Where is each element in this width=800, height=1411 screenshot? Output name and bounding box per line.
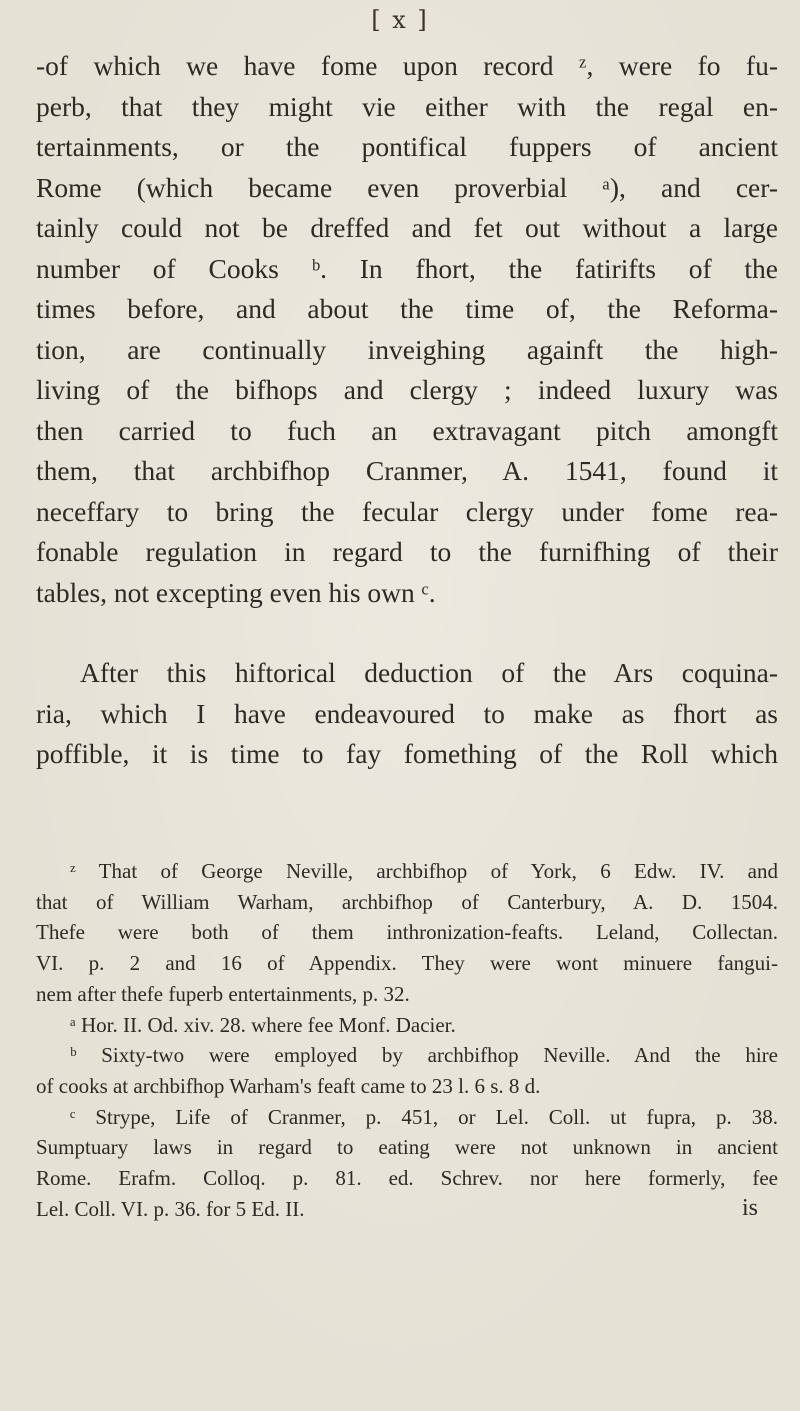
footnote-line: that of William Warham, archbifhop of Canterbury, A. D. 1504.	[36, 889, 778, 914]
footnote-line: ᵃ Hor. II. Od. xiv. 28. where fee Monf. Dacier.	[70, 1012, 456, 1037]
paragraph-2	[36, 653, 778, 775]
text-line: tainly could not be dreffed and fet out without a large	[36, 212, 778, 243]
text-line: number of Cooks ᵇ. In fhort, the fatirifts of the	[36, 252, 778, 284]
text-line: living of the bifhops and clergy ; indeed luxury was	[36, 374, 778, 405]
text-line: ria, which I have endeavoured to make as fhort as	[36, 697, 778, 729]
footnote-line: ᶜ Strype, Life of Cranmer, p. 451, or Lel. Coll. ut fupra, p. 38.	[70, 1104, 778, 1129]
text-line: tertainments, or the pontifical fuppers of ancient	[36, 131, 778, 162]
text-line: fonable regulation in regard to the furnifhing of their	[36, 536, 778, 567]
text-line: neceffary to bring the fecular clergy under fome rea-	[36, 495, 778, 527]
footnote-line: Thefe were both of them inthronization-feafts. Leland, Collectan.	[36, 920, 778, 945]
text-line: -of which we have fome upon record ᶻ, were fo fu-	[36, 50, 778, 81]
footnote-line: of cooks at archbifhop Warham's feaft came to 23 l. 6 s. 8 d.	[36, 1073, 541, 1098]
footnote-line: ᵇ Sixty-two were employed by archbifhop Neville. And the hire	[70, 1043, 778, 1068]
text-line: perb, that they might vie either with the regal en-	[36, 90, 778, 122]
text-line: them, that archbifhop Cranmer, A. 1541, found it	[36, 455, 778, 486]
footnotes	[36, 856, 778, 1224]
main-text	[36, 46, 778, 775]
footnote-line: Sumptuary laws in regard to eating were not unknown in ancient	[36, 1135, 778, 1160]
text-line: After this hiftorical deduction of the Ars coquina-	[80, 657, 778, 688]
page-number: [ x ]	[371, 6, 429, 34]
footnote-line: nem after thefe fuperb entertainments, p. 32.	[36, 981, 410, 1006]
text-line: tables, not excepting even his own ᶜ.	[36, 576, 436, 608]
catchword: is	[741, 1195, 758, 1221]
footnote-line: Rome. Erafm. Colloq. p. 81. ed. Schrev. nor here formerly, fee	[36, 1166, 778, 1191]
text-line: poffible, it is time to fay fomething of the Roll which	[36, 738, 778, 769]
paragraph-1	[36, 46, 778, 613]
footnote-line: Lel. Coll. VI. p. 36. for 5 Ed. II.	[36, 1196, 305, 1221]
text-line: tion, are continually inveighing againft the high-	[36, 333, 778, 365]
text-line: times before, and about the time of, the Reforma-	[36, 293, 778, 324]
footnote-line: VI. p. 2 and 16 of Appendix. They were wont minuere fangui-	[36, 951, 778, 976]
footnote-line: ᶻ That of George Neville, archbifhop of York, 6 Edw. IV. and	[70, 859, 778, 883]
text-line: then carried to fuch an extravagant pitch amongft	[36, 414, 778, 446]
text-line: Rome (which became even proverbial ᵃ), and cer-	[36, 171, 778, 203]
